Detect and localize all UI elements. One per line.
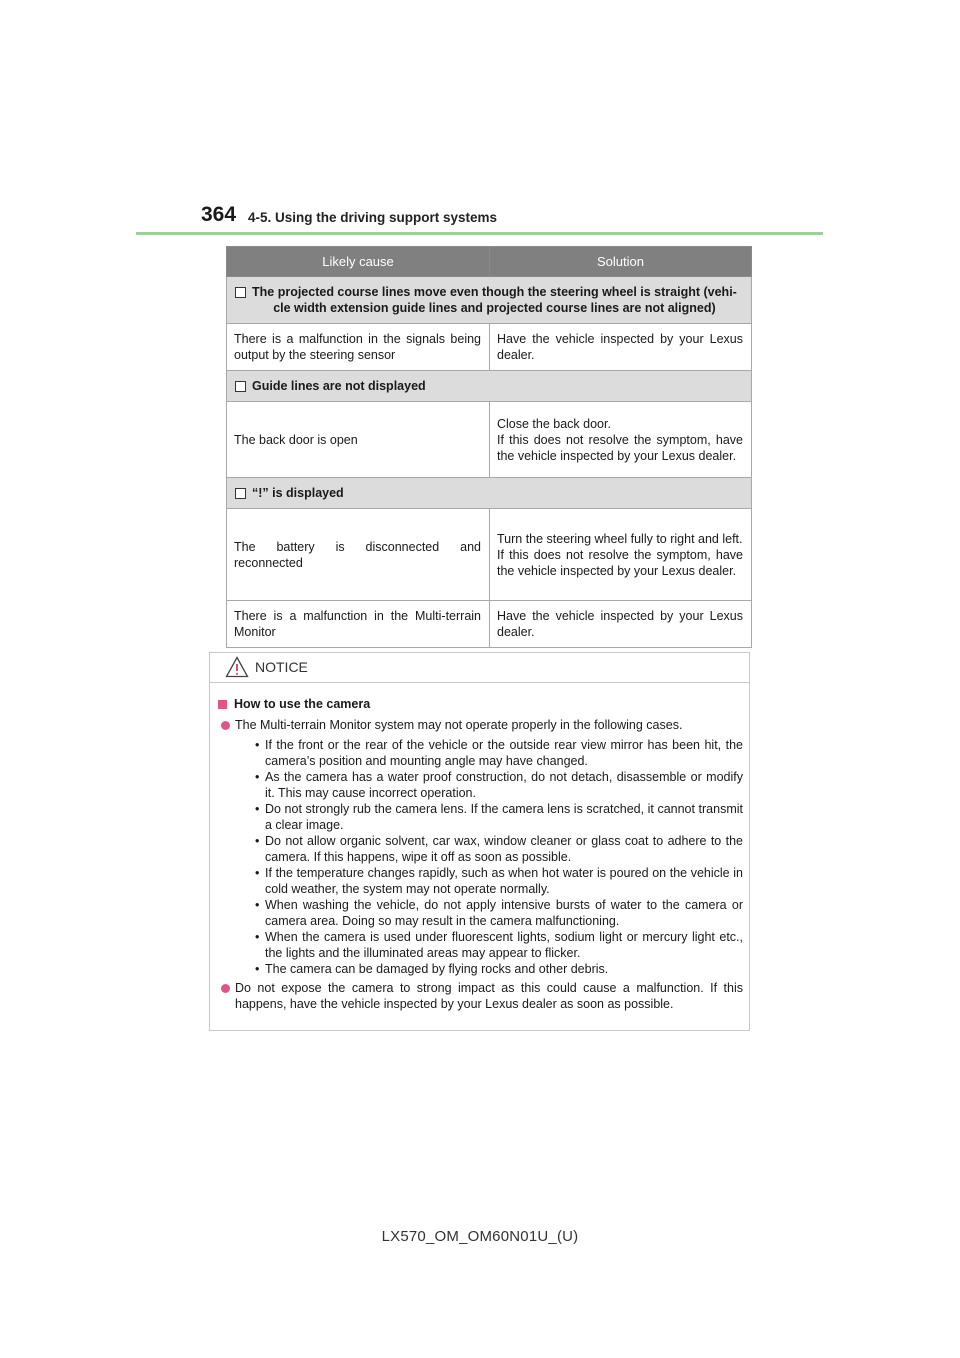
cause-cell: The battery is disconnected and reconnected bbox=[227, 509, 490, 601]
notice-box bbox=[209, 652, 750, 1031]
cause-cell: The back door is open bbox=[227, 402, 490, 478]
solution-cell bbox=[490, 402, 752, 478]
cause-cell: There is a malfunction in the Multi-terrain Monitor bbox=[227, 601, 490, 648]
category-row bbox=[227, 371, 752, 402]
category-row bbox=[227, 478, 752, 509]
solution-text: Turn the steering wheel fully to right and left. bbox=[497, 531, 743, 546]
list-item: • As the camera has a water proof construction, do not detach, disassemble or modify it. This may cause incorrect operation. bbox=[255, 770, 743, 800]
circle-bullet-icon bbox=[221, 721, 230, 730]
troubleshooting-table bbox=[226, 246, 752, 648]
page-number: 364 bbox=[201, 203, 237, 226]
category-text-line: cle width extension guide lines and projected course lines are not aligned) bbox=[273, 301, 716, 315]
circle-bullet-icon bbox=[221, 984, 230, 993]
category-label bbox=[235, 378, 741, 394]
table-row bbox=[227, 402, 752, 478]
solution-text: Close the back door. bbox=[497, 416, 611, 431]
column-header-solution: Solution bbox=[490, 247, 752, 277]
solution-text: If this does not resolve the symptom, have the vehicle inspected by your Lexus dealer. bbox=[497, 547, 743, 578]
solution-cell: Have the vehicle inspected by your Lexus dealer. bbox=[490, 601, 752, 648]
table-header-row bbox=[227, 247, 752, 277]
header-rule bbox=[136, 232, 823, 235]
category-row bbox=[227, 277, 752, 324]
notice-body bbox=[210, 683, 749, 1012]
table-row bbox=[227, 601, 752, 648]
notice-heading-text: How to use the camera bbox=[234, 697, 371, 711]
notice-heading bbox=[218, 696, 743, 712]
checkbox-square-icon bbox=[235, 381, 246, 392]
notice-bullet-list bbox=[255, 737, 743, 977]
checkbox-square-icon bbox=[235, 488, 246, 499]
solution-cell bbox=[490, 509, 752, 601]
list-item: • The camera can be damaged by flying rocks and other debris. bbox=[255, 962, 609, 976]
list-item: • When the camera is used under fluorescent lights, sodium light or mercury light etc., the lights and the illuminated areas may appear to flicker. bbox=[255, 930, 743, 960]
table-row bbox=[227, 509, 752, 601]
notice-item-text: The Multi-terrain Monitor system may not operate properly in the following cases. bbox=[235, 718, 683, 732]
list-item: • If the front or the rear of the vehicle or the outside rear view mirror has been hit, the camera’s position and mounting angle may have changed. bbox=[255, 738, 743, 768]
solution-cell: Have the vehicle inspected by your Lexus dealer. bbox=[490, 324, 752, 371]
checkbox-square-icon bbox=[235, 287, 246, 298]
notice-header bbox=[210, 653, 749, 683]
notice-item bbox=[218, 980, 743, 1012]
list-item: • Do not allow organic solvent, car wax, window cleaner or glass coat to adhere to the camera. If this happens, wipe it off as soon as possible. bbox=[255, 834, 743, 864]
list-item: • Do not strongly rub the camera lens. If the camera lens is scratched, it cannot transmit a clear image. bbox=[255, 802, 743, 832]
category-text-line: The projected course lines move even though the steering wheel is straight (vehi- bbox=[252, 285, 737, 299]
notice-item bbox=[218, 717, 743, 733]
cause-cell: There is a malfunction in the signals being output by the steering sensor bbox=[227, 324, 490, 371]
table-row bbox=[227, 324, 752, 371]
list-item: • If the temperature changes rapidly, such as when hot water is poured on the vehicle in cold weather, the system may not operate normally. bbox=[255, 866, 743, 896]
category-label bbox=[235, 284, 741, 316]
notice-item-text: Do not expose the camera to strong impact as this could cause a malfunction. If this happens, have the vehicle inspected by your Lexus dealer as soon as possible. bbox=[235, 981, 743, 1011]
square-bullet-icon bbox=[218, 700, 227, 709]
category-label bbox=[235, 485, 741, 501]
column-header-cause: Likely cause bbox=[227, 247, 490, 277]
solution-text: If this does not resolve the symptom, have the vehicle inspected by your Lexus dealer. bbox=[497, 432, 743, 463]
section-title: 4-5. Using the driving support systems bbox=[248, 210, 498, 225]
category-text: “!” is displayed bbox=[252, 486, 344, 500]
manual-code-footer: LX570_OM_OM60N01U_(U) bbox=[381, 1228, 579, 1245]
notice-title: NOTICE bbox=[255, 659, 308, 675]
category-text: Guide lines are not displayed bbox=[252, 379, 426, 393]
warning-triangle-icon bbox=[225, 656, 249, 678]
list-item: • When washing the vehicle, do not apply intensive bursts of water to the camera or camera area. Doing so may result in the camera malfunctioning. bbox=[255, 898, 743, 928]
